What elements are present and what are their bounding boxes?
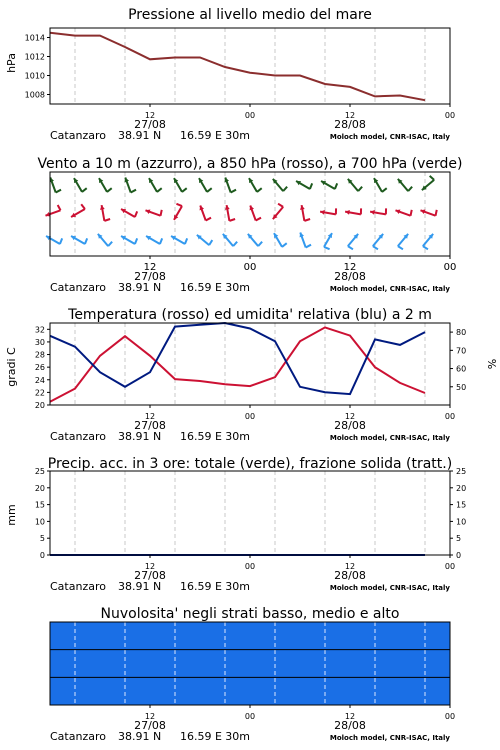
wind-barb-10 (46, 236, 62, 244)
temperature-title: Temperatura (rosso) ed umidita' relativa (blu) a 2 m (68, 307, 432, 323)
y-tick-label: 26 (34, 363, 45, 373)
x-tick-label: 12 (344, 562, 356, 571)
wind-barb-850 (370, 208, 386, 214)
wind-barb-850 (300, 205, 310, 221)
station-elevation: 30m (225, 281, 250, 294)
y-tick-label-right: 0 (456, 551, 462, 560)
wind-feather (135, 211, 137, 217)
wind-barb-10 (348, 234, 358, 249)
station-name: Catanzaro (50, 281, 106, 294)
wind-feather (257, 188, 262, 192)
wind-barb-700 (348, 179, 362, 191)
date-label: 28/08 (334, 270, 366, 283)
y-tick-label: 28 (34, 350, 45, 360)
y-tick-label: 1012 (24, 52, 45, 62)
x-tick-label: 12 (344, 712, 356, 721)
y-tick-label-right: 80 (456, 328, 467, 338)
wind-barb-10 (248, 234, 262, 246)
wind-barb-850 (345, 208, 361, 214)
station-lon: 16.59 E (180, 430, 222, 443)
x-tick-label: 00 (244, 712, 256, 721)
y-tick-label-right: 60 (456, 364, 467, 374)
wind-barb-850 (145, 210, 161, 216)
x-tick-label: 12 (344, 412, 356, 421)
station-elevation: 30m (225, 129, 250, 142)
wind-barb-850 (174, 204, 182, 220)
wind-feather (358, 187, 362, 191)
wind-barb-850 (121, 209, 137, 217)
wind-feather (209, 240, 212, 245)
wind-feather (160, 238, 162, 244)
wind-feather (382, 188, 387, 192)
wind-feather (207, 188, 212, 192)
wind-feather (423, 246, 428, 249)
wind-feather (258, 242, 262, 246)
date-label: 28/08 (334, 569, 366, 582)
station-lat: 38.91 N (118, 281, 162, 294)
x-tick-label: 12 (143, 262, 157, 273)
wind-barb-850 (225, 205, 235, 221)
station-elevation: 30m (225, 580, 250, 593)
wind-barb-850 (273, 204, 283, 219)
plot-frames (47, 28, 453, 705)
station-elevation: 30m (225, 430, 250, 443)
station-name: Catanzaro (50, 129, 106, 142)
station-elevation: 30m (225, 730, 250, 743)
y-tick-label: 25 (34, 467, 45, 476)
date-label: 28/08 (334, 419, 366, 432)
wind-feather (233, 242, 237, 246)
pressure-ylabel: hPa (5, 53, 18, 73)
wind-barb-700 (174, 178, 187, 192)
wind-feather (135, 238, 137, 244)
pressure-line (50, 33, 425, 100)
wind-feather (278, 204, 283, 207)
wind-barb-850 (100, 205, 110, 221)
y-tick-label: 20 (34, 483, 45, 493)
date-label: 27/08 (134, 270, 166, 283)
wind-feather (283, 187, 287, 191)
wind-barb-850 (250, 205, 262, 220)
wind-barb-700 (225, 177, 237, 192)
wind-barb-10 (121, 236, 137, 244)
wind-barb-700 (50, 177, 62, 192)
x-tick-label: 12 (144, 562, 156, 571)
wind-feather (182, 188, 187, 192)
wind-barb-700 (422, 176, 434, 190)
y-tick-label: 1014 (24, 33, 45, 43)
wind-feather (82, 188, 87, 192)
wind-feather (131, 190, 136, 193)
plot-frame (50, 471, 450, 555)
y-tick-label: 22 (34, 388, 45, 398)
y-tick-label: 0 (39, 551, 45, 560)
wind-feather (161, 210, 162, 216)
x-tick-label: 00 (444, 111, 456, 120)
x-tick-label: 00 (443, 262, 457, 273)
plot-frame (50, 323, 450, 405)
x-tick-label: 00 (444, 712, 456, 721)
wind-barb-850 (320, 208, 336, 214)
y-tick-label-right: 5 (456, 534, 462, 544)
x-tick-label: 00 (243, 262, 257, 273)
wind-feather (324, 247, 330, 249)
date-label: 27/08 (134, 419, 166, 432)
wind-barb-850 (420, 210, 436, 216)
y-tick-label: 10 (34, 517, 45, 527)
wind-barb-700 (249, 178, 262, 192)
wind-feather (335, 183, 337, 189)
wind-barb-850 (45, 205, 60, 217)
y-tick-label: 5 (39, 534, 45, 544)
plot-backgrounds (50, 622, 450, 705)
station-name: Catanzaro (50, 730, 106, 743)
wind-feather (398, 246, 403, 249)
wind-feather (157, 188, 162, 192)
wind-barb-700 (398, 179, 412, 191)
model-credit: Moloch model, CNR-ISAC, Italy (329, 285, 450, 293)
wind-feather (60, 238, 62, 244)
station-lon: 16.59 E (180, 580, 222, 593)
wind-barb-10 (71, 236, 87, 244)
precip-title: Precip. acc. in 3 ore: totale (verde), frazione solida (tratt.) (47, 456, 453, 472)
wind-feather (104, 219, 110, 221)
station-lon: 16.59 E (180, 129, 222, 142)
wind-barb-700 (199, 178, 212, 192)
y-tick-label: 24 (34, 375, 45, 385)
wind-barb-700 (125, 177, 137, 192)
y-tick-label-right: 10 (456, 517, 467, 527)
wind-barb-700 (149, 178, 162, 192)
wind-feather (282, 243, 287, 247)
cloud-cells (50, 622, 450, 705)
temperature-line (50, 327, 425, 401)
wind-feather (176, 204, 182, 206)
y-tick-label-right: 50 (456, 382, 467, 392)
precip-ylabel: mm (5, 504, 18, 526)
model-credit: Moloch model, CNR-ISAC, Italy (329, 584, 450, 592)
wind-feather (206, 218, 211, 221)
wind-feather (185, 238, 187, 244)
x-tick-label: 00 (244, 111, 256, 120)
x-tick-label: 00 (244, 562, 256, 571)
station-name: Catanzaro (50, 430, 106, 443)
wind-barb-700 (99, 178, 112, 192)
wind-feather (408, 187, 412, 191)
cloud-title: Nuvolosita' negli strati basso, medio e alto (100, 606, 400, 622)
wind-feather (411, 210, 412, 216)
wind-barb-700 (296, 181, 312, 189)
wind-title: Vento a 10 m (azzurro), a 850 hPa (rosso), a 700 hPa (verde) (37, 156, 463, 172)
wind-feather (430, 176, 434, 180)
station-name: Catanzaro (50, 580, 106, 593)
wind-feather (304, 219, 310, 221)
wind-feather (310, 183, 312, 189)
wind-feather (256, 218, 261, 221)
model-credit: Moloch model, CNR-ISAC, Italy (329, 734, 450, 742)
wind-barb-10 (98, 234, 112, 246)
wind-barb-700 (74, 178, 87, 192)
y-tick-label: 1008 (24, 90, 45, 100)
wind-feather (348, 246, 353, 249)
wind-barb-700 (321, 181, 337, 189)
station-lat: 38.91 N (118, 730, 162, 743)
wind-feather (107, 188, 112, 192)
x-tick-label: 12 (144, 412, 156, 421)
x-tick-label: 12 (344, 111, 356, 120)
date-label: 27/08 (134, 118, 166, 131)
y-tick-label-right: 25 (456, 467, 467, 476)
x-tick-label: 00 (444, 412, 456, 421)
x-tick-label: 00 (244, 412, 256, 421)
wind-feather (81, 204, 85, 209)
y-tick-label-right: 15 (456, 500, 467, 510)
wind-barb-850 (395, 210, 411, 216)
wind-barb-700 (374, 178, 387, 192)
wind-feather (373, 246, 378, 249)
wind-barb-10 (274, 233, 287, 247)
y-tick-label: 15 (34, 500, 45, 510)
y-tick-label: 20 (34, 401, 45, 410)
date-label: 28/08 (334, 118, 366, 131)
wind-barb-10 (146, 236, 162, 244)
wind-feather (56, 190, 61, 193)
y-tick-label: 32 (34, 325, 45, 335)
station-lon: 16.59 E (180, 281, 222, 294)
y-tick-label-right: 20 (456, 483, 467, 493)
wind-barb-10 (398, 234, 408, 249)
x-tick-label: 12 (144, 712, 156, 721)
wind-feather (436, 210, 437, 216)
wind-barb-10 (373, 234, 383, 249)
station-lat: 38.91 N (118, 129, 162, 142)
date-label: 27/08 (134, 569, 166, 582)
date-label: 27/08 (134, 719, 166, 732)
wind-barb-10 (423, 234, 433, 249)
wind-feather (85, 238, 87, 244)
date-label: 28/08 (334, 719, 366, 732)
x-tick-label: 00 (444, 562, 456, 571)
y-tick-label-right: 70 (456, 346, 467, 356)
y-tick-label: 1010 (24, 71, 45, 81)
model-credit: Moloch model, CNR-ISAC, Italy (329, 133, 450, 141)
wind-barb-10 (197, 235, 212, 245)
temperature-ylabel: gradi C (5, 347, 18, 387)
station-lat: 38.91 N (118, 580, 162, 593)
wind-feather (229, 219, 235, 221)
wind-feather (58, 205, 61, 210)
wind-barb-10 (171, 236, 187, 244)
wind-barb-850 (71, 204, 85, 217)
model-credit: Moloch model, CNR-ISAC, Italy (329, 434, 450, 442)
wind-feather (306, 245, 311, 248)
wind-feather (108, 242, 112, 246)
x-tick-label: 12 (144, 111, 156, 120)
station-lat: 38.91 N (118, 430, 162, 443)
y-tick-label: 30 (34, 337, 45, 347)
x-tick-label: 12 (343, 262, 357, 273)
wind-feather (231, 190, 236, 193)
wind-barb-850 (200, 205, 212, 220)
humidity-ylabel: % (485, 358, 498, 370)
wind-barb-10 (300, 232, 312, 247)
pressure-title: Pressione al livello medio del mare (128, 7, 372, 23)
station-lon: 16.59 E (180, 730, 222, 743)
